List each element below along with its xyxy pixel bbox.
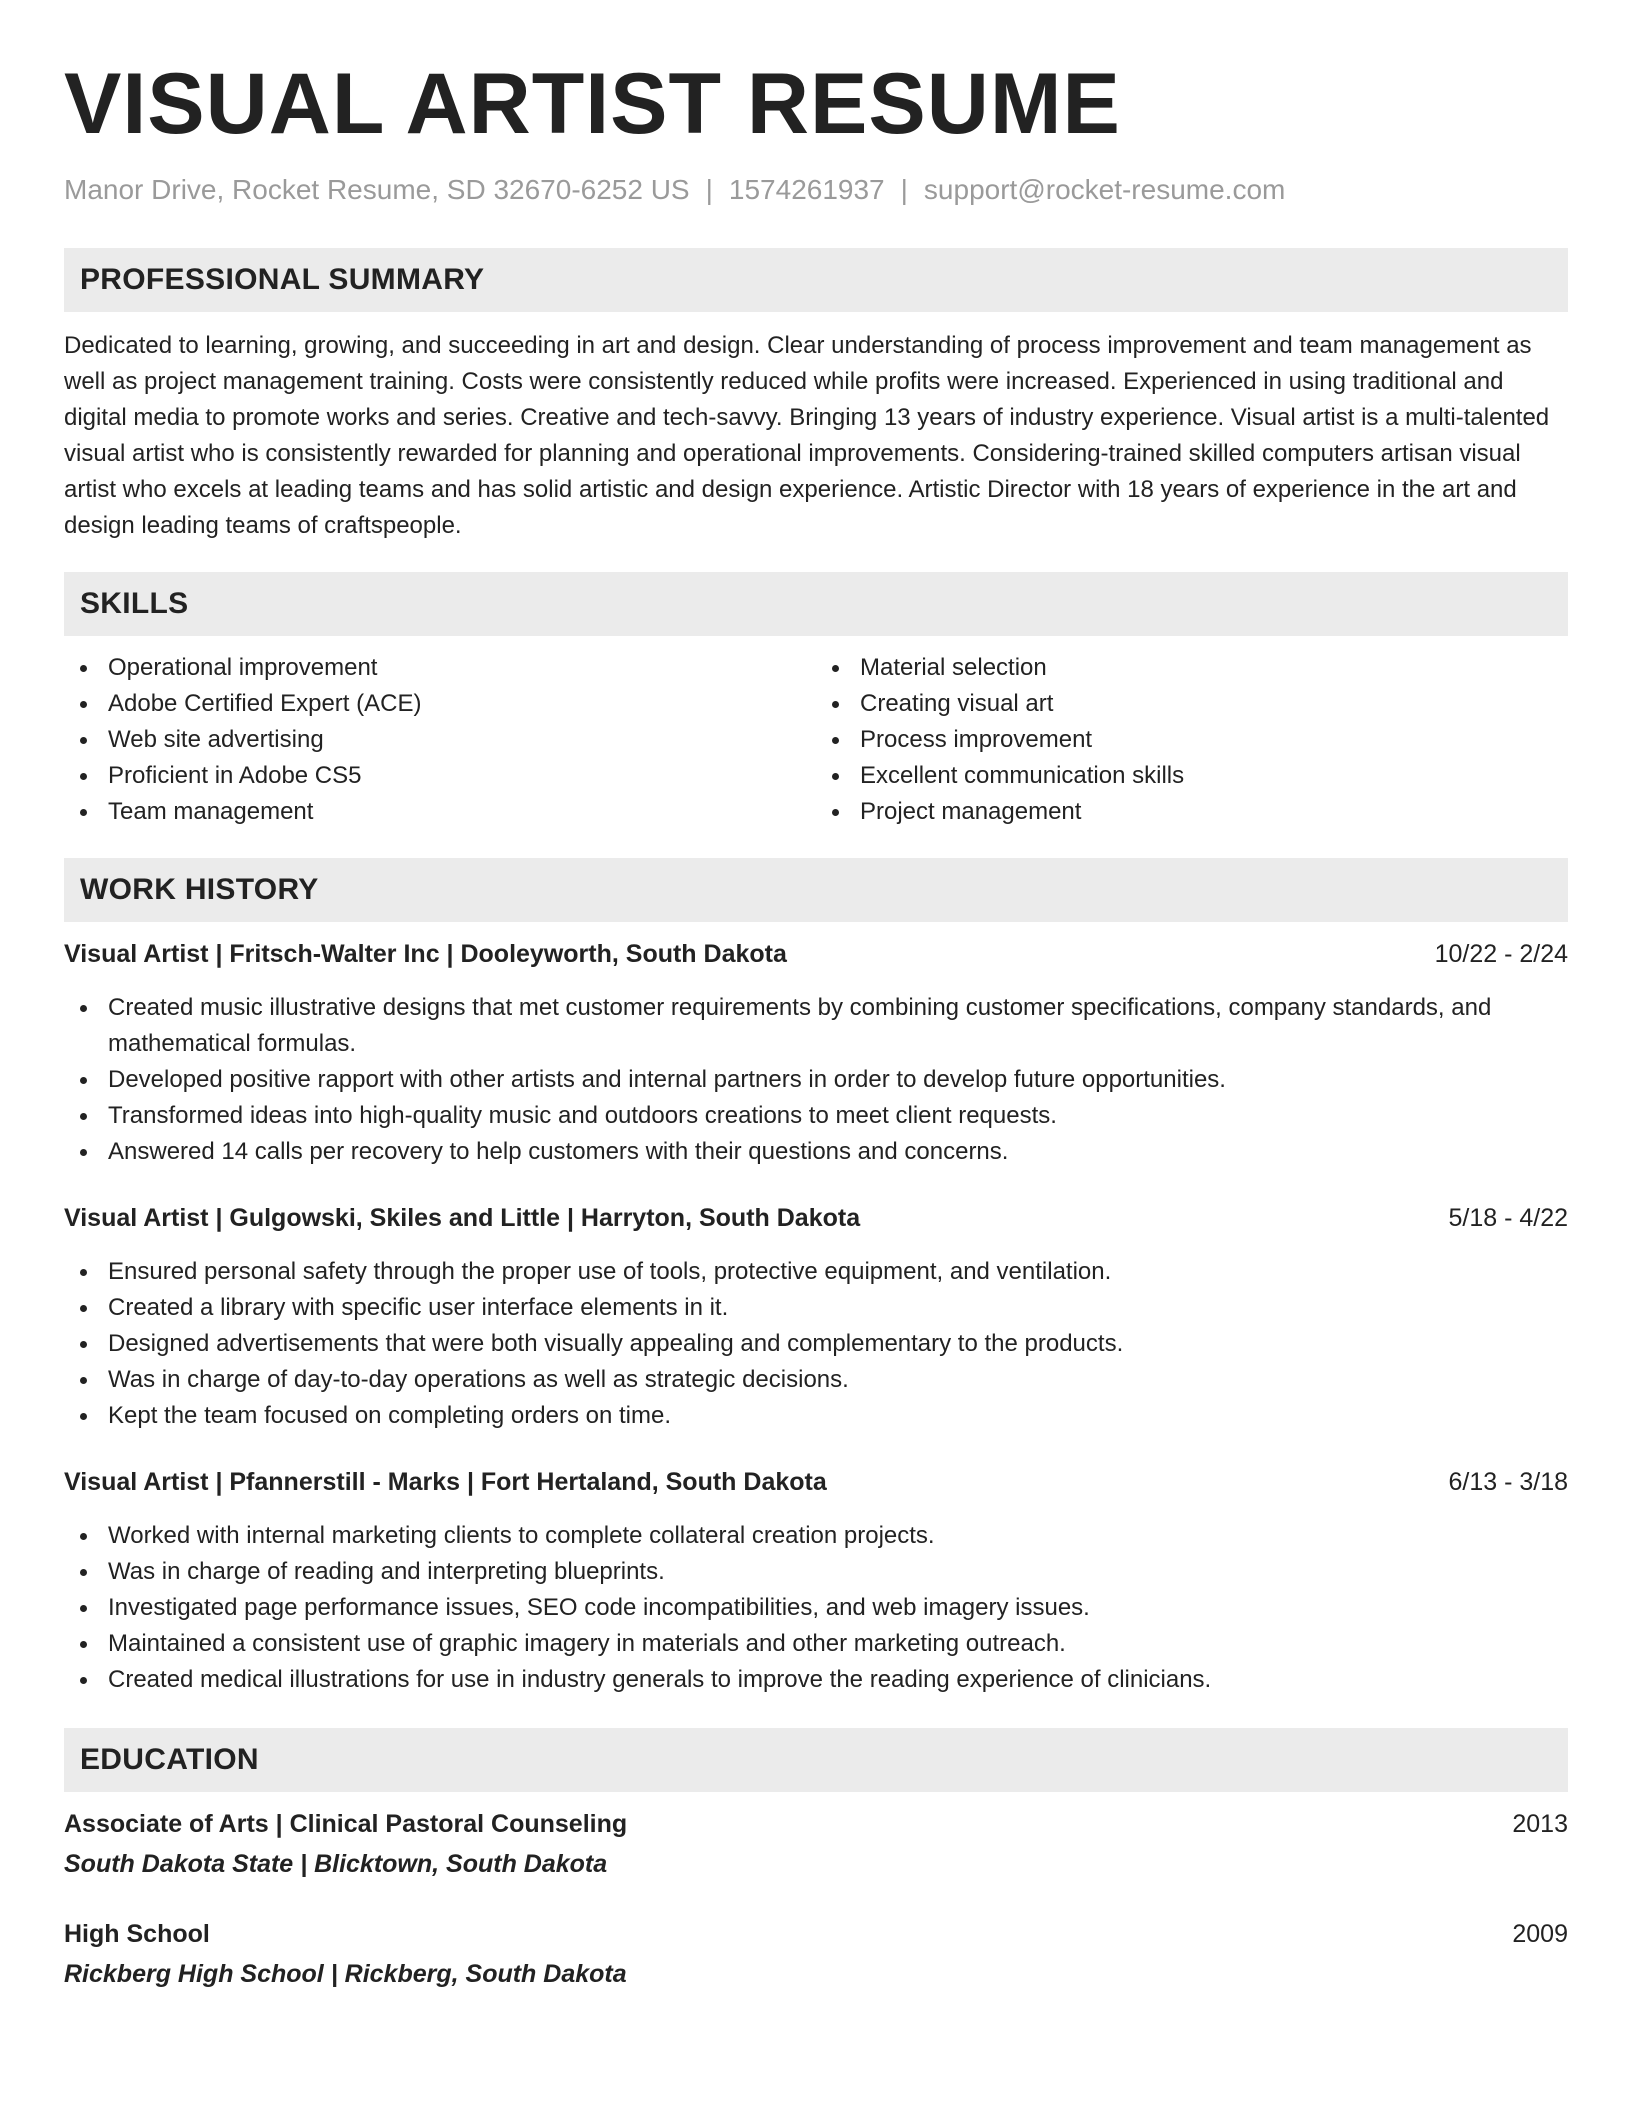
job-duty: Ensured personal safety through the proper use of tools, protective equipment, and ventilation. [64, 1254, 1568, 1290]
job-header [64, 1200, 1568, 1236]
skill-item: Proficient in Adobe CS5 [64, 758, 816, 794]
section-heading-skills: SKILLS [64, 572, 1568, 636]
section-heading-summary: PROFESSIONAL SUMMARY [64, 248, 1568, 312]
contact-separator: | [705, 174, 713, 205]
job-duties [64, 1254, 1568, 1434]
skill-item: Process improvement [816, 722, 1568, 758]
skills-list [64, 650, 1568, 830]
skill-item: Project management [816, 794, 1568, 830]
job-title: Visual Artist | Pfannerstill - Marks | Fort Hertaland, South Dakota [64, 1468, 827, 1496]
education-school: South Dakota State | Blicktown, South Dakota [64, 1850, 608, 1878]
skill-item: Team management [64, 794, 816, 830]
job-duty: Investigated page performance issues, SEO code incompatibilities, and web imagery issues. [64, 1590, 1568, 1626]
job-duty: Answered 14 calls per recovery to help customers with their questions and concerns. [64, 1134, 1568, 1170]
job-duty: Designed advertisements that were both visually appealing and complementary to the products. [64, 1326, 1568, 1362]
skill-item: Material selection [816, 650, 1568, 686]
education-entry [64, 1806, 1568, 1882]
contact-address: Manor Drive, Rocket Resume, SD 32670-6252 US [64, 174, 690, 205]
education-header [64, 1916, 1568, 1952]
education-degree: Associate of Arts | Clinical Pastoral Counseling [64, 1810, 628, 1838]
job-duty: Kept the team focused on completing orders on time. [64, 1398, 1568, 1434]
education-degree: High School [64, 1920, 210, 1948]
education-year: 2009 [1512, 1920, 1568, 1948]
job-duty: Worked with internal marketing clients to complete collateral creation projects. [64, 1518, 1568, 1554]
job-entry [64, 936, 1568, 1170]
skill-item: Creating visual art [816, 686, 1568, 722]
contact-separator: | [900, 174, 908, 205]
job-duty: Developed positive rapport with other artists and internal partners in order to develop future opportunities. [64, 1062, 1568, 1098]
skill-item: Web site advertising [64, 722, 816, 758]
education-school: Rickberg High School | Rickberg, South Dakota [64, 1960, 627, 1988]
job-duty: Transformed ideas into high-quality music and outdoors creations to meet client requests. [64, 1098, 1568, 1134]
job-header [64, 1464, 1568, 1500]
job-dates: 6/13 - 3/18 [1448, 1468, 1568, 1496]
job-duty: Was in charge of day-to-day operations as well as strategic decisions. [64, 1362, 1568, 1398]
contact-email: support@rocket-resume.com [923, 174, 1286, 205]
job-duty: Created medical illustrations for use in industry generals to improve the reading experience of clinicians. [64, 1662, 1568, 1698]
job-header [64, 936, 1568, 972]
job-duty: Created a library with specific user interface elements in it. [64, 1290, 1568, 1326]
skills-column-right [816, 650, 1568, 830]
contact-line [64, 172, 1568, 208]
education-year: 2013 [1512, 1810, 1568, 1838]
job-duties [64, 1518, 1568, 1698]
education-header [64, 1806, 1568, 1842]
job-duty: Was in charge of reading and interpreting blueprints. [64, 1554, 1568, 1590]
contact-phone: 1574261937 [728, 174, 885, 205]
summary-text: Dedicated to learning, growing, and succeeding in art and design. Clear understanding of process improvement and team management as well as project management training. Costs were consistently reduced while profits were increased. Experienced in using traditional and digital media to promote works and series. Creative and tech-savvy. Bringing 13 years of industry experience. Visual artist is a multi-talented visual artist who is consistently rewarded for planning and operational improvements. Considering-trained skilled computers artisan visual artist who excels at leading teams and has solid artistic and design experience. Artistic Director with 18 years of experience in the art and design leading teams of craftspeople. [64, 332, 1550, 539]
job-duties [64, 990, 1568, 1170]
resume-title: VISUAL ARTIST RESUME [64, 56, 1121, 152]
job-dates: 10/22 - 2/24 [1434, 940, 1568, 968]
job-entry [64, 1464, 1568, 1698]
skills-column-left [64, 650, 816, 830]
job-duty: Created music illustrative designs that met customer requirements by combining customer specifications, company standards, and mathematical formulas. [64, 990, 1568, 1062]
job-title: Visual Artist | Fritsch-Walter Inc | Dooleyworth, South Dakota [64, 940, 787, 968]
job-title: Visual Artist | Gulgowski, Skiles and Little | Harryton, South Dakota [64, 1204, 861, 1232]
skill-item: Excellent communication skills [816, 758, 1568, 794]
job-dates: 5/18 - 4/22 [1448, 1204, 1568, 1232]
skill-item: Operational improvement [64, 650, 816, 686]
section-heading-work-history: WORK HISTORY [64, 858, 1568, 922]
skill-item: Adobe Certified Expert (ACE) [64, 686, 816, 722]
section-heading-education: EDUCATION [64, 1728, 1568, 1792]
education-entry [64, 1916, 1568, 1992]
job-duty: Maintained a consistent use of graphic imagery in materials and other marketing outreach. [64, 1626, 1568, 1662]
job-entry [64, 1200, 1568, 1434]
